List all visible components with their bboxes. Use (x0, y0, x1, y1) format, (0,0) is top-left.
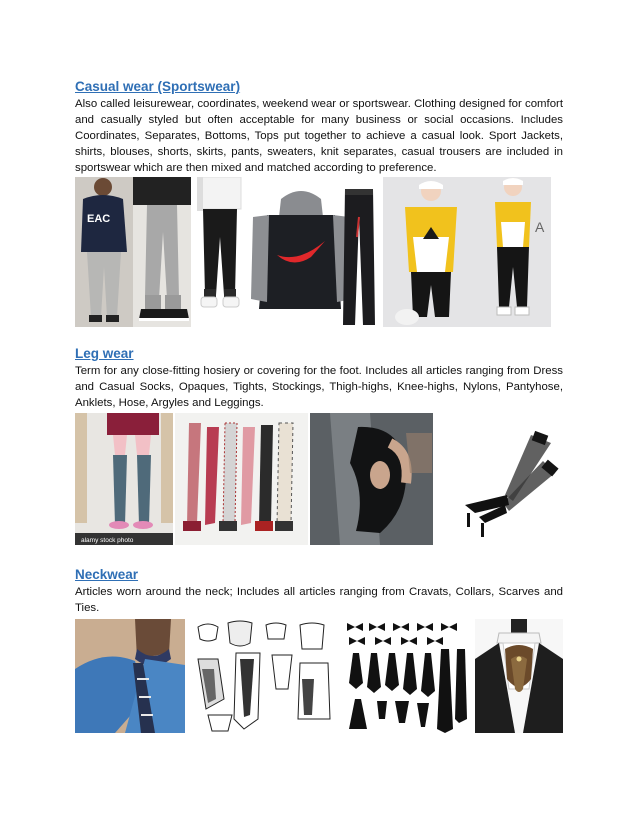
leg-wear-heading: Leg wear (75, 346, 134, 361)
leg-wear-text: Term for any close-fitting hosiery or covering for the foot. Includes all articles ranging from Dress and Casual Socks, Opaques, Tights, Stockings, Thigh-highs, Knee-highs, Nylons, Pantyhose, Anklets, Hose, Argyles and Leggings. (75, 365, 563, 409)
section-neckwear (75, 566, 563, 616)
legwear-photo-knee-sleeve (310, 413, 433, 545)
section-casual-wear (75, 78, 563, 176)
sweatshirt-print-text: EAC (87, 213, 111, 225)
watermark-text: alamy stock photo (81, 537, 134, 544)
casual-wear-text: Also called leisurewear, coordinates, weekend wear or sportswear. Clothing designed for comfort and casually styled but often acceptable for many business or social occasions. Includes Coordinates, Separates, Bottoms, Tops put together to achieve a casual look. Sport Jackets, shirts, blouses, shorts, skirts, pants, sweaters, knit separates, casual trousers are included in sportswear which are then mixed and matched according to preference. (75, 98, 563, 174)
neckwear-text: Articles worn around the neck; Includes all articles ranging from Cravats, Collars, Scarves and Ties. (75, 586, 563, 614)
neckwear-photo-cravat (475, 619, 563, 733)
casual-photo-man-sweatshirt (75, 177, 133, 327)
legwear-photo-knee-socks (75, 413, 173, 545)
neckwear-photo-man-scarf (75, 619, 185, 733)
legwear-photo-patterned-stockings (175, 413, 308, 545)
casual-photo-hoodie-set (249, 177, 383, 327)
section-leg-wear (75, 345, 563, 411)
casual-photo-woman-yellow-top (383, 177, 551, 327)
neckwear-photo-collar-sketches (188, 619, 338, 733)
casual-photo-grey-joggers (133, 177, 191, 327)
neckwear-heading: Neckwear (75, 567, 139, 582)
legwear-photo-sheer-stockings (435, 413, 561, 545)
neckwear-photo-ties-and-bows (341, 619, 471, 733)
casual-wear-heading: Casual wear (Sportswear) (75, 79, 241, 94)
svg-text:A: A (535, 219, 545, 235)
casual-wear-images (75, 177, 551, 327)
neckwear-images (75, 619, 563, 733)
casual-photo-black-joggers (191, 177, 249, 327)
leg-wear-images (75, 413, 561, 545)
